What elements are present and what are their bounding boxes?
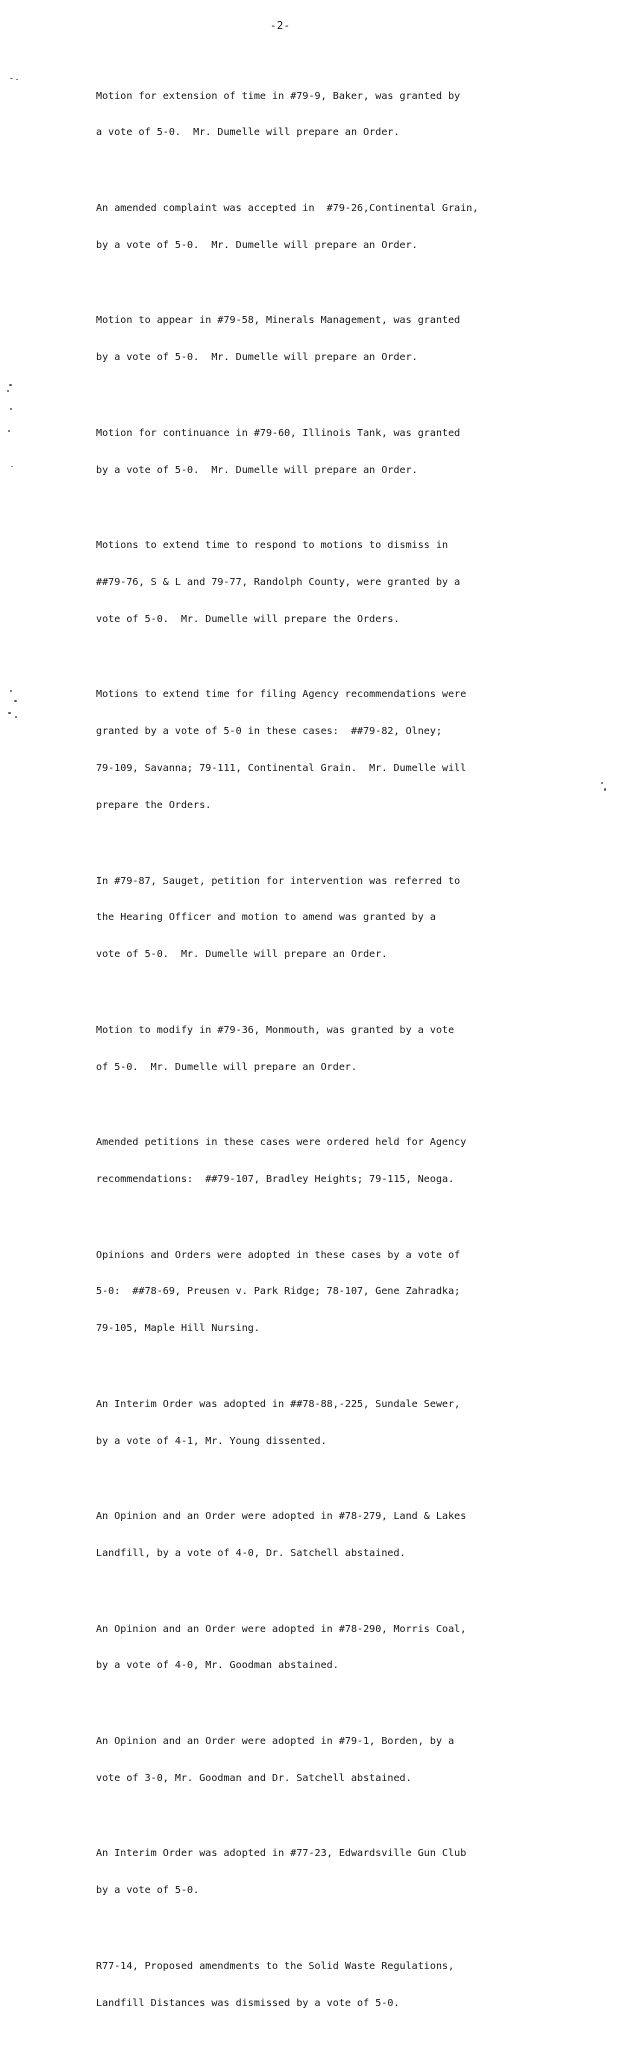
paragraph-line: Motions to extend time to respond to motions to dismiss in: [96, 540, 449, 552]
paragraph-line: Motion to modify in #79-36, Monmouth, was granted by a vote: [96, 1024, 455, 1036]
paragraph-line: 5-0: ##78-69, Preusen v. Park Ridge; 78-107, Gene Zahradka;: [96, 1286, 461, 1298]
paragraph-1: [96, 66, 556, 164]
paragraph-line: An amended complaint was accepted in #79-26,Continental Grain,: [96, 202, 479, 214]
paragraph-7: [96, 851, 556, 986]
paragraph-line: by a vote of 5-0. Mr. Dumelle will prepare an Order.: [96, 352, 418, 364]
paragraph-line: Amended petitions in these cases were ordered held for Agency: [96, 1137, 467, 1149]
paragraph-line: An Opinion and an Order were adopted in #78-290, Morris Coal,: [96, 1623, 467, 1635]
paragraph-line: the Hearing Officer and motion to amend was granted by a: [96, 912, 436, 924]
paragraph-12: [96, 1487, 556, 1585]
paragraph-line: by a vote of 4-1, Mr. Young dissented.: [96, 1435, 327, 1447]
paragraph-line: Motion for extension of time in #79-9, Baker, was granted by: [96, 90, 461, 102]
paragraph-line: In #79-87, Sauget, petition for intervention was referred to: [96, 875, 461, 887]
paragraph-13: [96, 1599, 556, 1697]
scan-speck: [604, 788, 606, 791]
paragraph-line: of 5-0. Mr. Dumelle will prepare an Order.: [96, 1061, 358, 1073]
paragraph-line: by a vote of 5-0.: [96, 1885, 200, 1897]
paragraph-line: granted by a vote of 5-0 in these cases: ##79-82, Olney;: [96, 726, 443, 738]
paragraph-line: 79-109, Savanna; 79-111, Continental Grain. Mr. Dumelle will: [96, 763, 467, 775]
paragraph-4: [96, 403, 556, 501]
scan-speck: [14, 700, 17, 702]
paragraph-line: by a vote of 5-0. Mr. Dumelle will prepare an Order.: [96, 464, 418, 476]
paragraph-line: R77-14, Proposed amendments to the Solid Waste Regulations,: [96, 1960, 455, 1972]
paragraph-line: ##79-76, S & L and 79-77, Randolph County, were granted by a: [96, 576, 461, 588]
paragraph-line: Motion to appear in #79-58, Minerals Management, was granted: [96, 315, 461, 327]
paragraph-line: Landfill Distances was dismissed by a vote of 5-0.: [96, 1997, 400, 2009]
paragraph-3: [96, 291, 556, 389]
paragraph-line: vote of 3-0, Mr. Goodman and Dr. Satchell abstained.: [96, 1772, 412, 1784]
paragraph-line: a vote of 5-0. Mr. Dumelle will prepare an Order.: [96, 127, 400, 139]
paragraph-line: 79-105, Maple Hill Nursing.: [96, 1323, 260, 1335]
paragraph-line: by a vote of 4-0, Mr. Goodman abstained.: [96, 1660, 339, 1672]
page-number: -2-: [270, 20, 291, 32]
scan-speck: [10, 78, 13, 79]
paragraph-10: [96, 1225, 556, 1360]
paragraph-8: [96, 1000, 556, 1098]
scan-speck: [601, 782, 603, 784]
paragraph-line: Motion for continuance in #79-60, Illinois Tank, was granted: [96, 427, 461, 439]
paragraph-6: [96, 665, 556, 837]
scan-speck: [16, 79, 18, 80]
paragraph-9: [96, 1113, 556, 1211]
minutes-body: [96, 66, 556, 2048]
paragraph-line: recommendations: ##79-107, Bradley Heights; 79-115, Neoga.: [96, 1174, 455, 1186]
paragraph-line: vote of 5-0. Mr. Dumelle will prepare the Orders.: [96, 613, 400, 625]
paragraph-line: prepare the Orders.: [96, 800, 212, 812]
scan-speck: [7, 390, 9, 392]
paragraph-11: [96, 1374, 556, 1472]
paragraph-line: An Interim Order was adopted in #77-23, Edwardsville Gun Club: [96, 1848, 467, 1860]
paragraph-line: An Opinion and an Order were adopted in #79-1, Borden, by a: [96, 1735, 455, 1747]
paragraph-14: [96, 1711, 556, 1809]
scan-speck: [15, 716, 17, 718]
paragraph-line: Landfill, by a vote of 4-0, Dr. Satchell abstained.: [96, 1548, 406, 1560]
paragraph-line: Opinions and Orders were adopted in these cases by a vote of: [96, 1249, 461, 1261]
paragraph-line: vote of 5-0. Mr. Dumelle will prepare an Order.: [96, 949, 388, 961]
paragraph-16: [96, 1936, 556, 2034]
scan-speck: [10, 408, 12, 410]
scan-speck: [8, 430, 10, 432]
scan-speck: [9, 384, 12, 386]
paragraph-line: An Opinion and an Order were adopted in #78-279, Land & Lakes: [96, 1511, 467, 1523]
paragraph-line: by a vote of 5-0. Mr. Dumelle will prepare an Order.: [96, 239, 418, 251]
paragraph-15: [96, 1824, 556, 1922]
scan-speck: [10, 690, 12, 692]
paragraph-line: Motions to extend time for filing Agency recommendations were: [96, 689, 467, 701]
paragraph-2: [96, 178, 556, 276]
scan-speck: [8, 712, 11, 714]
paragraph-5: [96, 516, 556, 651]
scan-speck: [11, 466, 13, 467]
paragraph-line: An Interim Order was adopted in ##78-88,-225, Sundale Sewer,: [96, 1398, 461, 1410]
